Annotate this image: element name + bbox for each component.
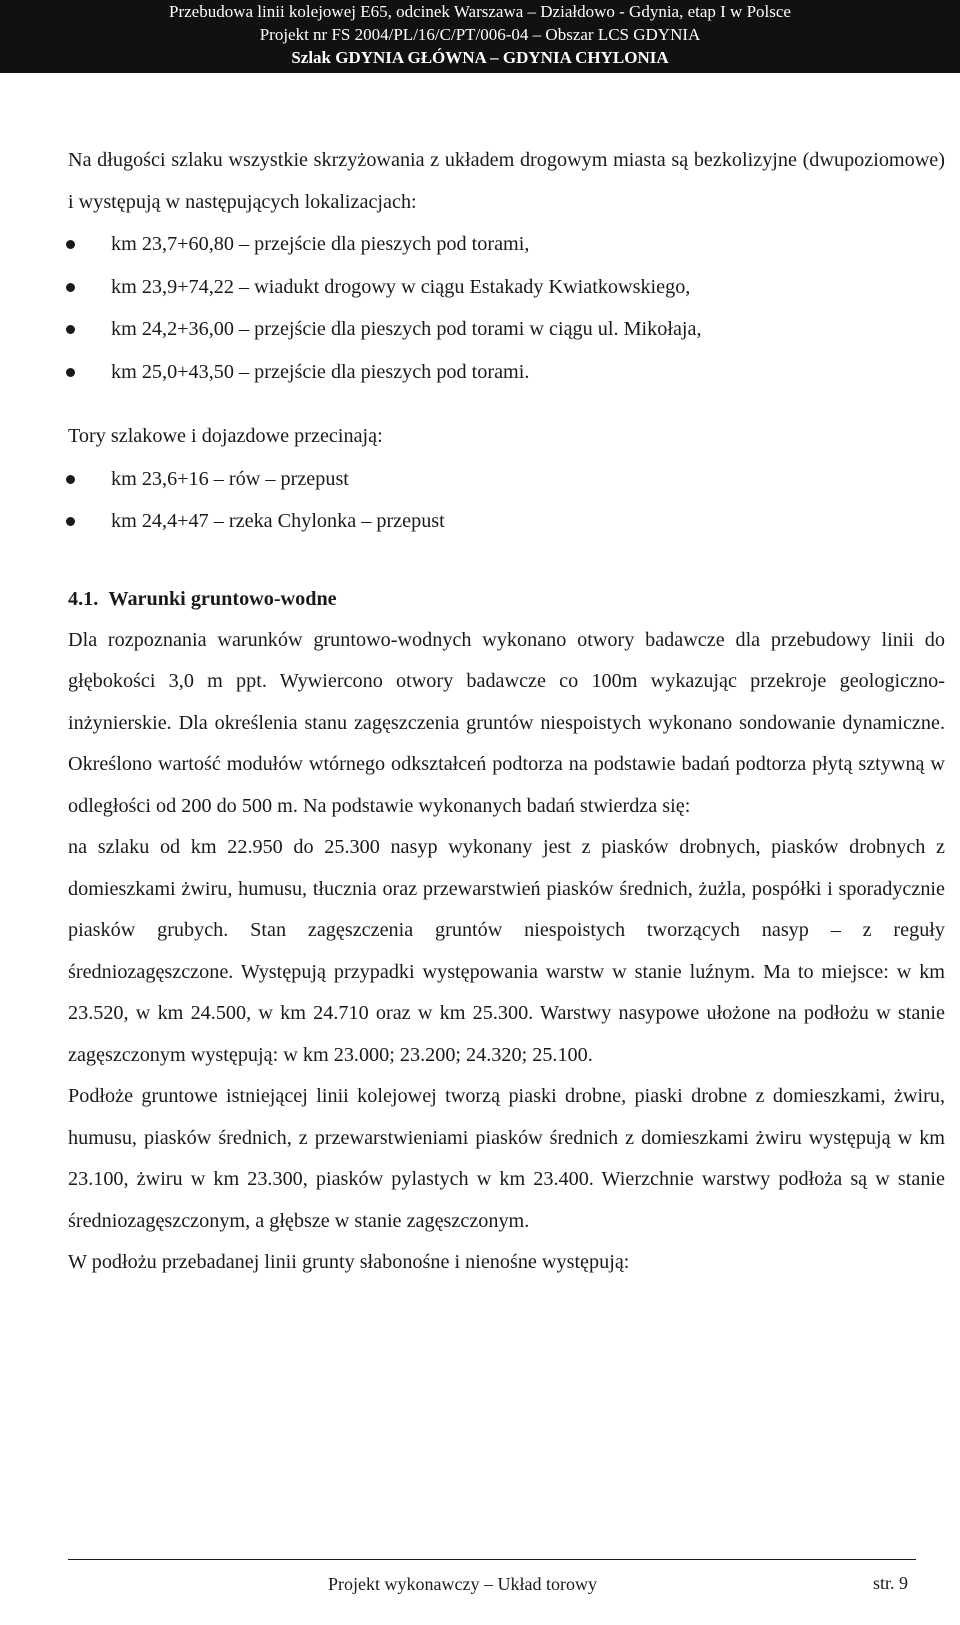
header-project-number: Projekt nr FS 2004/PL/16/C/PT/006-04 – Obszar LCS GDYNIA bbox=[259, 25, 701, 44]
page-header bbox=[0, 0, 960, 73]
header-section-name: Szlak GDYNIA GŁÓWNA – GDYNIA CHYLONIA bbox=[291, 48, 669, 67]
footer-title: Projekt wykonawczy – Układ torowy bbox=[328, 1574, 597, 1594]
list-item-text: km 24,2+36,00 – przejście dla pieszych pod torami w ciągu ul. Mikołaja, bbox=[111, 318, 702, 340]
section-heading bbox=[68, 579, 945, 620]
list-item bbox=[68, 223, 945, 266]
list-item bbox=[68, 500, 945, 543]
footer-divider bbox=[68, 1559, 916, 1560]
tracks-intro: Tory szlakowe i dojazdowe przecinają: bbox=[68, 425, 383, 447]
list-item-text: km 24,4+47 – rzeka Chylonka – przepust bbox=[111, 510, 445, 532]
bullet-icon bbox=[66, 517, 75, 526]
intro-paragraph: Na długości szlaku wszystkie skrzyżowania z układem drogowym miasta są bezkolizyjne (dwupoziomowe) i występują w następujących lokalizacjach: bbox=[68, 149, 945, 213]
list-item-text: km 23,9+74,22 – wiadukt drogowy w ciągu Estakady Kwiatkowskiego, bbox=[111, 275, 691, 298]
section-title: Warunki gruntowo-wodne bbox=[108, 587, 337, 610]
document-body bbox=[68, 140, 945, 1284]
paragraph-investigation: Dla rozpoznania warunków gruntowo-wodnych wykonano otwory badawcze dla przebudowy linii do głębokości 3,0 m ppt. Wywiercono otwory badawcze co 100m wykazując przekroje geologiczno-inżynierskie. Dla określenia stanu zagęszczenia gruntów niespoistych wykonano sondowanie dynamiczne. Określono wartość modułów wtórnego odkształceń podtorza na podstawie badań podtorza płytą sztywną w odległości od 200 do 500 m. Na podstawie wykonanych badań stwierdza się: bbox=[68, 628, 945, 817]
list-item-text: km 23,6+16 – rów – przepust bbox=[111, 467, 349, 490]
bullet-icon bbox=[66, 240, 75, 249]
bullet-icon bbox=[66, 325, 75, 334]
bullet-icon bbox=[66, 283, 75, 292]
list-item bbox=[68, 308, 945, 351]
paragraph-subsoil: Podłoże gruntowe istniejącej linii kolejowej tworzą piaski drobne, piaski drobne z domieszkami, żwiru, humusu, piasków średnich, z przewarstwieniami piasków średnich z domieszkami żwiru występują w km 23.100, żwiru w km 23.300, piasków pylastych w km 23.400. Wierzchnie warstwy podłoża są w stanie średniozagęszczonym, a głębsze w stanie zagęszczonym. bbox=[68, 1085, 945, 1232]
header-project-title: Przebudowa linii kolejowej E65, odcinek Warszawa – Działdowo - Gdynia, etap I w Polsce bbox=[169, 2, 791, 21]
list-item bbox=[68, 266, 945, 309]
list-item-text: km 25,0+43,50 – przejście dla pieszych pod torami. bbox=[111, 360, 530, 383]
list-item bbox=[68, 458, 945, 501]
bullet-icon bbox=[66, 368, 75, 377]
page-number: str. 9 bbox=[873, 1573, 909, 1593]
paragraph-embankment: na szlaku od km 22.950 do 25.300 nasyp wykonany jest z piasków drobnych, piasków drobnych z domieszkami żwiru, humusu, tłucznia oraz przewarstwień piasków średnich, żużla, pospółki i sporadycznie piasków grubych. Stan zagęszczenia gruntów niespoistych tworzących nasyp – z reguły średniozagęszczone. Występują przypadki występowania warstw w stanie luźnym. Ma to miejsce: w km 23.520, w km 24.500, w km 24.710 oraz w km 25.300. Warstwy nasypowe ułożone na podłożu w stanie zagęszczonym występują: w km 23.000; 23.200; 24.320; 25.100. bbox=[68, 836, 945, 1066]
list-item-text: km 23,7+60,80 – przejście dla pieszych pod torami, bbox=[111, 233, 530, 255]
crossings-list bbox=[68, 223, 945, 393]
list-item bbox=[68, 351, 945, 394]
section-number: 4.1. bbox=[68, 587, 99, 610]
tracks-list bbox=[68, 458, 945, 543]
paragraph-weak-soils: W podłożu przebadanej linii grunty słabonośne i nienośne występują: bbox=[68, 1251, 630, 1273]
bullet-icon bbox=[66, 475, 75, 484]
